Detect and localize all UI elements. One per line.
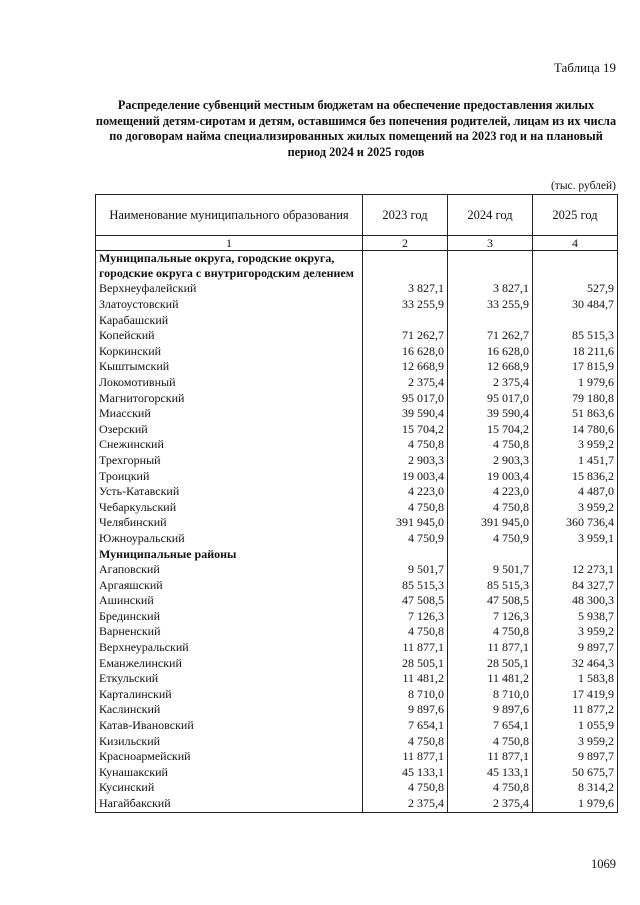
value-2025: 79 180,8 (533, 391, 618, 407)
table-body (96, 251, 618, 813)
value-2025: 9 897,7 (533, 749, 618, 765)
table-row (96, 531, 618, 547)
value-2025: 3 959,2 (533, 500, 618, 516)
municipality-name: Златоустовский (96, 297, 363, 313)
municipality-name: Копейский (96, 328, 363, 344)
table-row (96, 578, 618, 594)
table-row (96, 593, 618, 609)
value-2023: 85 515,3 (363, 578, 448, 594)
table-row (96, 453, 618, 469)
municipality-name: Брединский (96, 609, 363, 625)
table-row (96, 344, 618, 360)
table-row (96, 281, 618, 297)
value-2023: 4 750,8 (363, 734, 448, 750)
table-row (96, 671, 618, 687)
table-row (96, 702, 618, 718)
value-2023: 4 750,9 (363, 531, 448, 547)
table-row (96, 359, 618, 375)
value-2023: 11 877,1 (363, 749, 448, 765)
municipality-name: Чебаркульский (96, 500, 363, 516)
table-row (96, 484, 618, 500)
value-2025: 30 484,7 (533, 297, 618, 313)
municipality-name: Еткульский (96, 671, 363, 687)
subvention-table (95, 194, 618, 813)
column-number: 2 (363, 236, 448, 251)
table-row (96, 375, 618, 391)
empty-cell (363, 547, 448, 563)
value-2025: 527,9 (533, 281, 618, 297)
value-2023: 12 668,9 (363, 359, 448, 375)
value-2025: 17 815,9 (533, 359, 618, 375)
column-number: 1 (96, 236, 363, 251)
value-2023: 2 375,4 (363, 375, 448, 391)
table-row (96, 406, 618, 422)
value-2025: 1 979,6 (533, 796, 618, 812)
municipality-name: Аргаяшский (96, 578, 363, 594)
value-2025: 11 877,2 (533, 702, 618, 718)
value-2025: 4 487,0 (533, 484, 618, 500)
value-2023: 391 945,0 (363, 515, 448, 531)
municipality-name: Варненский (96, 624, 363, 640)
value-2023: 45 133,1 (363, 765, 448, 781)
municipality-name: Трехгорный (96, 453, 363, 469)
value-2025: 85 515,3 (533, 328, 618, 344)
municipality-name: Коркинский (96, 344, 363, 360)
value-2024: 9 501,7 (448, 562, 533, 578)
value-2024: 4 750,8 (448, 500, 533, 516)
value-2024: 95 017,0 (448, 391, 533, 407)
value-2023: 9 501,7 (363, 562, 448, 578)
municipality-name: Кунашакский (96, 765, 363, 781)
value-2024: 11 877,1 (448, 640, 533, 656)
municipality-name: Кусинский (96, 780, 363, 796)
value-2023 (363, 313, 448, 329)
value-2025: 15 836,2 (533, 469, 618, 485)
value-2024: 9 897,6 (448, 702, 533, 718)
value-2023: 4 223,0 (363, 484, 448, 500)
table-row (96, 437, 618, 453)
value-2023: 4 750,8 (363, 500, 448, 516)
value-2025: 48 300,3 (533, 593, 618, 609)
header-2023: 2023 год (363, 195, 448, 236)
value-2023: 33 255,9 (363, 297, 448, 313)
municipality-name: Каслинский (96, 702, 363, 718)
table-row (96, 796, 618, 812)
units-note: (тыс. рублей) (550, 180, 616, 192)
table-row (96, 609, 618, 625)
table-row (96, 500, 618, 516)
value-2024: 39 590,4 (448, 406, 533, 422)
municipality-name: Ашинский (96, 593, 363, 609)
value-2023: 95 017,0 (363, 391, 448, 407)
value-2024: 4 750,9 (448, 531, 533, 547)
table-row (96, 422, 618, 438)
table-row (96, 656, 618, 672)
municipality-name: Локомотивный (96, 375, 363, 391)
value-2025: 3 959,2 (533, 734, 618, 750)
table-row (96, 624, 618, 640)
value-2025: 5 938,7 (533, 609, 618, 625)
value-2024: 4 223,0 (448, 484, 533, 500)
value-2025: 3 959,1 (533, 531, 618, 547)
section-row (96, 251, 618, 282)
value-2023: 7 126,3 (363, 609, 448, 625)
value-2023: 39 590,4 (363, 406, 448, 422)
header-2025: 2025 год (533, 195, 618, 236)
value-2025: 8 314,2 (533, 780, 618, 796)
value-2024: 47 508,5 (448, 593, 533, 609)
value-2024: 4 750,8 (448, 437, 533, 453)
empty-cell (448, 547, 533, 563)
value-2023: 2 375,4 (363, 796, 448, 812)
municipality-name: Катав-Ивановский (96, 718, 363, 734)
table-row (96, 734, 618, 750)
value-2024: 4 750,8 (448, 780, 533, 796)
value-2025: 14 780,6 (533, 422, 618, 438)
document-title: Распределение субвенций местным бюджетам на обеспечение предоставления жилых помещений детям-сиротам и детям, оставшимся без попечения родителей, лицам из их числа по договорам найма специализированных жилых помещений на 2023 год и на плановый период 2024 и 2025 годов (95, 98, 617, 159)
empty-cell (363, 251, 448, 282)
value-2024: 3 827,1 (448, 281, 533, 297)
table-row (96, 515, 618, 531)
value-2025: 3 959,2 (533, 437, 618, 453)
municipality-name: Верхнеуральский (96, 640, 363, 656)
section-title: Муниципальные районы (96, 547, 363, 563)
table-row (96, 718, 618, 734)
table-row (96, 297, 618, 313)
value-2025: 18 211,6 (533, 344, 618, 360)
header-2024: 2024 год (448, 195, 533, 236)
value-2023: 8 710,0 (363, 687, 448, 703)
municipality-name: Еманжелинский (96, 656, 363, 672)
table-row (96, 562, 618, 578)
value-2024: 2 903,3 (448, 453, 533, 469)
municipality-name: Верхнеуфалейский (96, 281, 363, 297)
municipality-name: Карталинский (96, 687, 363, 703)
municipality-name: Карабашский (96, 313, 363, 329)
municipality-name: Озерский (96, 422, 363, 438)
value-2023: 19 003,4 (363, 469, 448, 485)
value-2024: 7 654,1 (448, 718, 533, 734)
table-row (96, 328, 618, 344)
table-row (96, 391, 618, 407)
value-2023: 4 750,8 (363, 624, 448, 640)
value-2023: 47 508,5 (363, 593, 448, 609)
value-2023: 4 750,8 (363, 437, 448, 453)
value-2024: 4 750,8 (448, 624, 533, 640)
value-2025: 1 055,9 (533, 718, 618, 734)
column-number: 4 (533, 236, 618, 251)
value-2024: 85 515,3 (448, 578, 533, 594)
municipality-name: Нагайбакский (96, 796, 363, 812)
value-2024: 2 375,4 (448, 375, 533, 391)
table-row (96, 469, 618, 485)
value-2025: 32 464,3 (533, 656, 618, 672)
value-2024: 2 375,4 (448, 796, 533, 812)
value-2025: 51 863,6 (533, 406, 618, 422)
header-row (96, 195, 618, 236)
value-2023: 11 481,2 (363, 671, 448, 687)
value-2023: 11 877,1 (363, 640, 448, 656)
value-2024: 11 877,1 (448, 749, 533, 765)
empty-cell (448, 251, 533, 282)
value-2023: 28 505,1 (363, 656, 448, 672)
municipality-name: Кизильский (96, 734, 363, 750)
value-2024: 16 628,0 (448, 344, 533, 360)
empty-cell (533, 251, 618, 282)
section-row (96, 547, 618, 563)
header-municipality: Наименование муниципального образования (96, 195, 363, 236)
municipality-name: Троицкий (96, 469, 363, 485)
table-row (96, 765, 618, 781)
value-2025: 1 583,8 (533, 671, 618, 687)
value-2023: 7 654,1 (363, 718, 448, 734)
municipality-name: Кыштымский (96, 359, 363, 375)
municipality-name: Красноармейский (96, 749, 363, 765)
table-row (96, 313, 618, 329)
column-number-row (96, 236, 618, 251)
municipality-name: Миасский (96, 406, 363, 422)
table-row (96, 640, 618, 656)
table-label: Таблица 19 (553, 60, 616, 75)
page-number: 1069 (591, 857, 616, 871)
table-row (96, 687, 618, 703)
value-2025: 1 451,7 (533, 453, 618, 469)
value-2025: 1 979,6 (533, 375, 618, 391)
value-2024: 7 126,3 (448, 609, 533, 625)
column-number: 3 (448, 236, 533, 251)
table-row (96, 780, 618, 796)
value-2024: 12 668,9 (448, 359, 533, 375)
value-2024: 45 133,1 (448, 765, 533, 781)
municipality-name: Усть-Катавский (96, 484, 363, 500)
value-2024: 15 704,2 (448, 422, 533, 438)
value-2025: 84 327,7 (533, 578, 618, 594)
municipality-name: Челябинский (96, 515, 363, 531)
value-2023: 3 827,1 (363, 281, 448, 297)
value-2025: 50 675,7 (533, 765, 618, 781)
value-2023: 4 750,8 (363, 780, 448, 796)
municipality-name: Южноуральский (96, 531, 363, 547)
value-2024: 71 262,7 (448, 328, 533, 344)
value-2023: 9 897,6 (363, 702, 448, 718)
municipality-name: Магнитогорский (96, 391, 363, 407)
municipality-name: Снежинский (96, 437, 363, 453)
municipality-name: Агаповский (96, 562, 363, 578)
value-2025: 360 736,4 (533, 515, 618, 531)
value-2023: 71 262,7 (363, 328, 448, 344)
value-2025: 9 897,7 (533, 640, 618, 656)
value-2024: 33 255,9 (448, 297, 533, 313)
value-2024: 28 505,1 (448, 656, 533, 672)
value-2024: 391 945,0 (448, 515, 533, 531)
value-2023: 2 903,3 (363, 453, 448, 469)
value-2025: 12 273,1 (533, 562, 618, 578)
value-2025: 3 959,2 (533, 624, 618, 640)
table-row (96, 749, 618, 765)
empty-cell (533, 547, 618, 563)
value-2023: 15 704,2 (363, 422, 448, 438)
value-2025 (533, 313, 618, 329)
value-2024: 11 481,2 (448, 671, 533, 687)
section-title: Муниципальные округа, городские округа, городские округа с внутригородским делением (96, 251, 363, 282)
value-2025: 17 419,9 (533, 687, 618, 703)
value-2024 (448, 313, 533, 329)
value-2023: 16 628,0 (363, 344, 448, 360)
value-2024: 19 003,4 (448, 469, 533, 485)
value-2024: 8 710,0 (448, 687, 533, 703)
value-2024: 4 750,8 (448, 734, 533, 750)
